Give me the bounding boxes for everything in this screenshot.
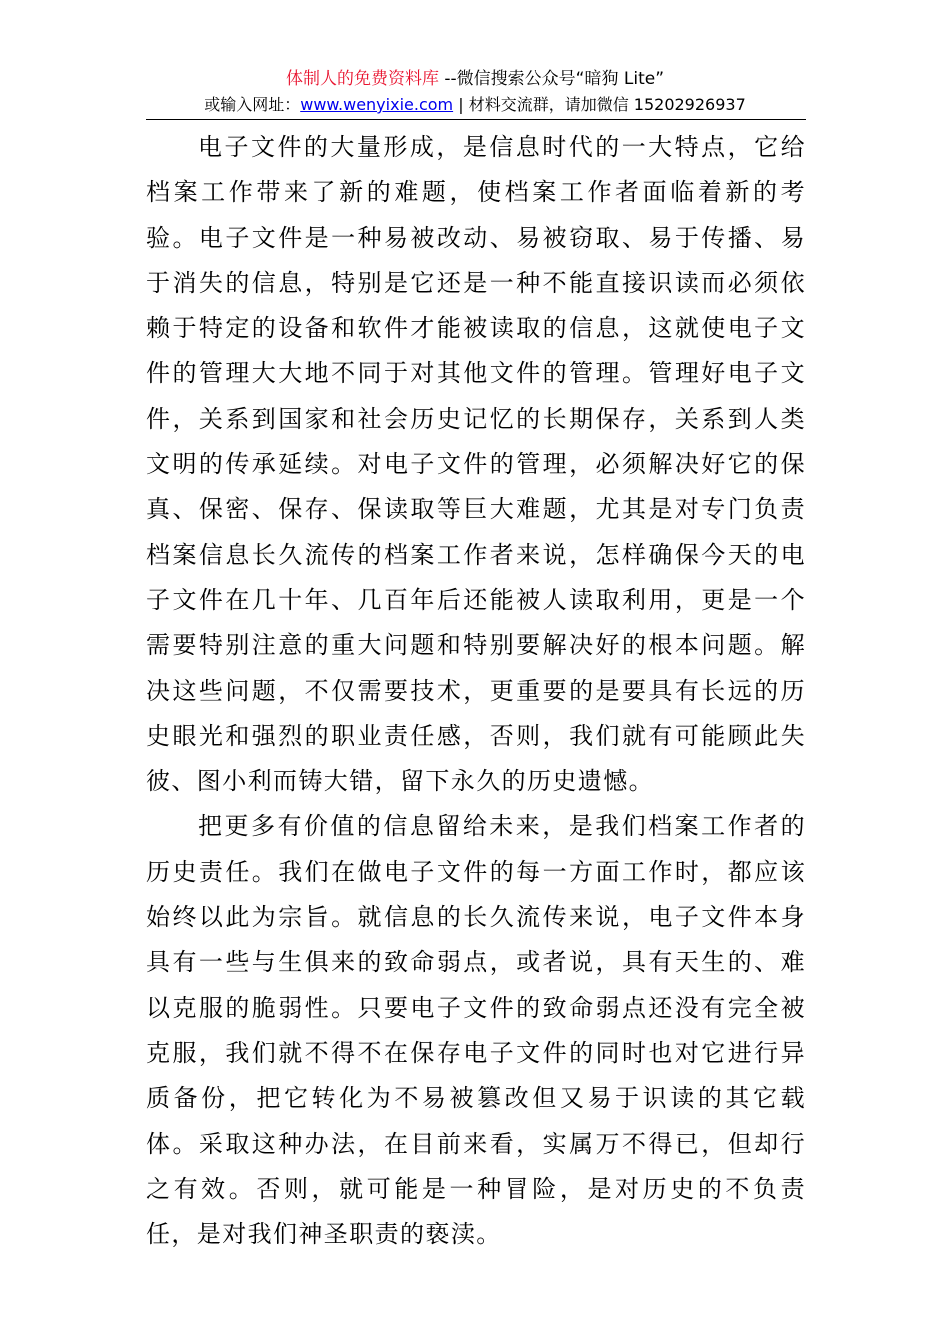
website-link[interactable]: www.wenyixie.com <box>300 95 454 114</box>
header-separator: | <box>458 95 464 114</box>
header-line-2 <box>0 92 950 118</box>
paragraph-2: 把更多有价值的信息留给未来，是我们档案工作者的历史责任。我们在做电子文件的每一方面工作时，都应该始终以此为宗旨。就信息的长久流传来说，电子文件本身具有一些与生俱来的致命弱点，或者说，具有天生的、难以克服的脆弱性。只要电子文件的致命弱点还没有完全被克服，我们就不得不在保存电子文件的同时也对它进行异质备份，把它转化为不易被篡改但又易于识读的其它载体。采取这种办法，在目前来看，实属万不得已，但却行之有效。否则，就可能是一种冒险，是对历史的不负责任，是对我们神圣职责的亵渎。 <box>146 812 806 1249</box>
header-divider <box>146 119 806 120</box>
paragraph-1: 电子文件的大量形成，是信息时代的一大特点，它给档案工作带来了新的难题，使档案工作者面临着新的考验。电子文件是一种易被改动、易被窃取、易于传播、易于消失的信息，特别是它还是一种不能直接识读而必须依赖于特定的设备和软件才能被读取的信息，这就使电子文件的管理大大地不同于对其他文件的管理。管理好电子文件，关系到国家和社会历史记忆的长期保存，关系到人类文明的传承延续。对电子文件的管理，必须解决好它的保真、保密、保存、保读取等巨大难题，尤其是对专门负责档案信息长久流传的档案工作者来说，怎样确保今天的电子文件在几十年、几百年后还能被人读取利用，更是一个需要特别注意的重大问题和特别要解决好的根本问题。解决这些问题，不仅需要技术，更重要的是要具有长远的历史眼光和强烈的职业责任感，否则，我们就有可能顾此失彼、图小利而铸大错，留下永久的历史遗憾。 <box>146 133 806 796</box>
document-body <box>146 125 806 1257</box>
brand-title: 体制人的免费资料库 <box>285 69 439 89</box>
page-header <box>0 66 950 118</box>
wechat-note: --微信搜索公众号“暗狗 Lite” <box>444 69 664 89</box>
group-note: 材料交流群，请加微信 15202926937 <box>468 95 746 114</box>
header-line-1 <box>0 66 950 92</box>
url-prefix: 或输入网址： <box>204 95 301 114</box>
